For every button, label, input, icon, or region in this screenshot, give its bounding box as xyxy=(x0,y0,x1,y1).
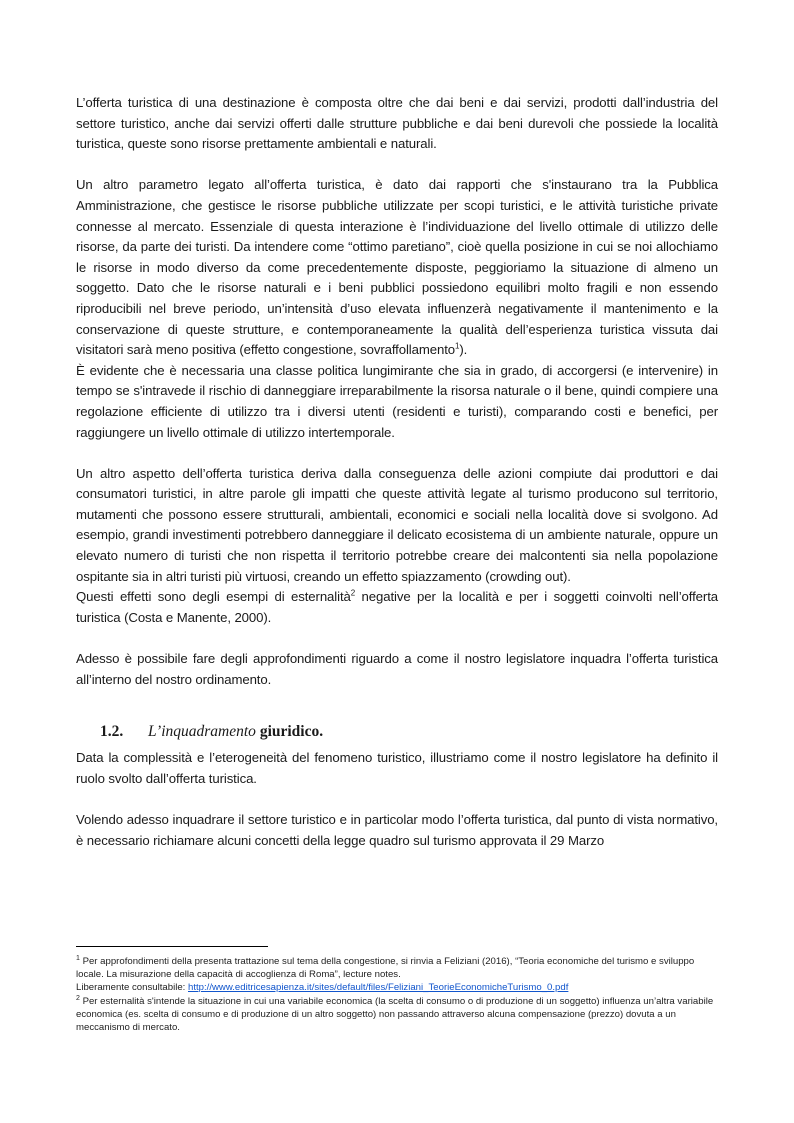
paragraph-6: Adesso è possibile fare degli approfondimenti riguardo a come il nostro legislatore inquadra l’offerta turistica all’interno del nostro ordinamento. xyxy=(76,651,718,687)
footnote-1-mark: 1 xyxy=(76,954,80,962)
paragraph-2-end: ). xyxy=(459,342,468,358)
footnote-2-text: Per esternalità s'intende la situazione in cui una variabile economica (la scelta di consumo o di produzione di un soggetto) influenza un’altra variabile economica (es. scelta di consumo e di produzione di un altro soggetto) non passando attraverso alcuna compensazione (prezzo) dovuta a un meccanismo di mercato. xyxy=(76,995,714,1034)
main-text xyxy=(76,93,718,851)
footnotes xyxy=(76,946,718,1034)
paragraph-4: Un altro aspetto dell’offerta turistica deriva dalla conseguenza delle azioni compiute dai produttori e dai consumatori turistici, in altre parole gli impatti che queste attività legate al turismo producono sul territorio, mutamenti che possono essere strutturali, ambientali, economici e sociali nella località dove si svolgono. Ad esempio, grandi investimenti potrebbero danneggiare il delicato ecosistema di un ambiente naturale, oppure un elevato numero di turisti che non rispetta il territorio potrebbe creare dei malcontenti sia nella popolazione ospitante sia in altri turisti più virtuosi, creando un effetto spiazzamento (crowding out). xyxy=(76,465,718,584)
footnote-2 xyxy=(76,995,718,1035)
footnote-1-link-prefix: Liberamente consultabile: xyxy=(76,982,188,994)
paragraph-5-start: Questi effetti sono degli esempi di esternalità xyxy=(76,589,351,605)
paragraph-7: Data la complessità e l’eterogeneità del fenomeno turistico, illustriamo come il nostro legislatore ha definito il ruolo svolto dall’offerta turistica. xyxy=(76,750,718,786)
paragraph-5-end: negative per la località e per i soggetti coinvolti nell’offerta turistica (Costa e Manente, 2000). xyxy=(76,589,718,625)
footnote-1 xyxy=(76,955,718,995)
paragraph-3: È evidente che è necessaria una classe politica lungimirante che sia in grado, di accorgersi (e intervenire) in tempo se s'intravede il rischio di danneggiare irreparabilmente la risorsa naturale o il bene, quindi compiere una regolazione efficiente di utilizzo tra i diversi utenti (residenti e turisti), comparando costi e benefici, per raggiungere un livello ottimale di utilizzo intertemporale. xyxy=(76,362,718,440)
footnote-ref-1: 1 xyxy=(455,341,460,351)
footnote-1-link[interactable]: http://www.editricesapienza.it/sites/default/files/Feliziani_TeorieEconomicheTurismo_0.pdf xyxy=(188,982,569,994)
paragraph-5 xyxy=(76,587,718,628)
section-number: 1.2. xyxy=(100,723,124,741)
footnote-ref-2: 2 xyxy=(350,588,356,598)
footnote-separator xyxy=(76,946,268,947)
footnote-1-text: Per approfondimenti della presenta trattazione sul tema della congestione, si rinvia a Feliziani (2016), “Teoria economiche del turismo e sviluppo locale. La misurazione della capacità di accoglienza di Roma”, lecture notes. xyxy=(76,956,695,981)
paragraph-2 xyxy=(76,175,718,360)
section-heading xyxy=(100,722,718,748)
paragraph-2-text: Un altro parametro legato all’offerta turistica, è dato dai rapporti che s'instaurano tra la Pubblica Amministrazione, che gestisce le risorse pubbliche utilizzate per scopi turistici, e le attività turistiche private connesse al mercato. Essenziale di questa interazione è l’individuazione del livello ottimale di utilizzo delle risorse, da parte dei turisti. Da intendere come “ottimo paretiano”, cioè quella posizione in cui se noi allochiamo le risorse in modo diverso da come precedentemente disposte, peggioriamo la situazione di almeno un soggetto. Dato che le risorse naturali e i beni pubblici possiedono equilibri molto fragili e non essendo riproducibili nel breve periodo, un’intensità d’uso elevata influenzerà negativamente il mantenimento e la conservazione di queste strutture, e contemporaneamente la qualità dell’esperienza turistica vissuta dai visitatori sarà meno positiva (effetto congestione, sovraffollamento xyxy=(76,177,718,358)
section-title-italic: L’inquadramento xyxy=(148,723,256,741)
footnote-2-mark: 2 xyxy=(76,994,80,1002)
paragraph-8: Volendo adesso inquadrare il settore turistico e in particolar modo l’offerta turistica, dal punto di vista normativo, è necessario richiamare alcuni concetti della legge quadro sul turismo approvata il 29 Marzo xyxy=(76,812,718,848)
paragraph-1: L’offerta turistica di una destinazione è composta oltre che dai beni e dai servizi, prodotti dall’industria del settore turistico, anche dai servizi offerti dalle strutture pubbliche e dai beni durevoli che possiede la località turistica, queste sono risorse prettamente ambientali e naturali. xyxy=(76,95,718,152)
section-title-rest: giuridico. xyxy=(255,723,324,741)
